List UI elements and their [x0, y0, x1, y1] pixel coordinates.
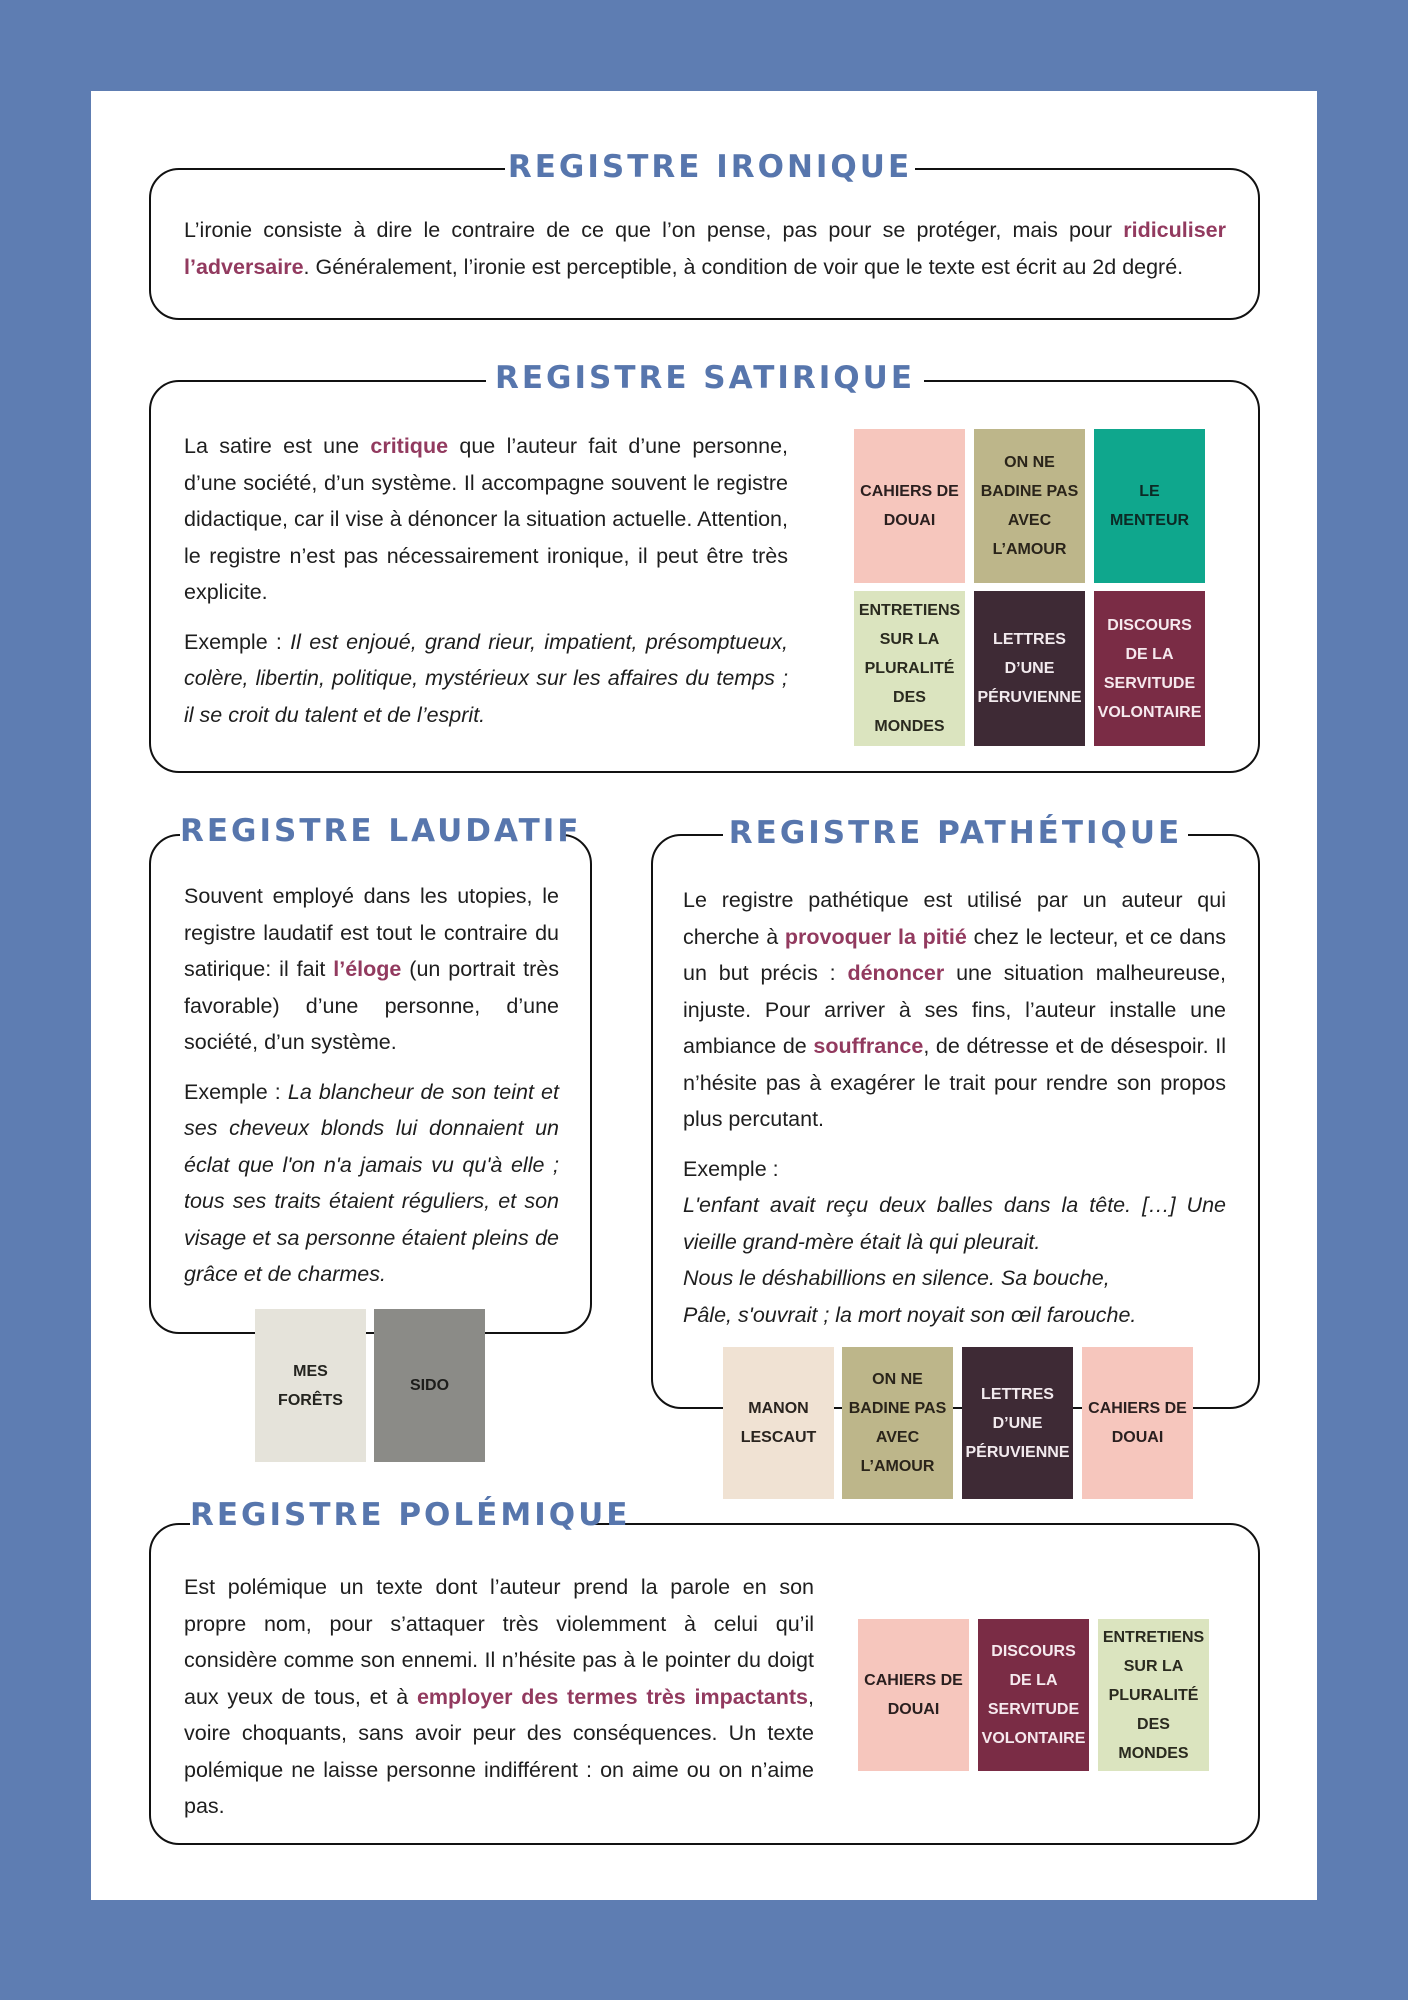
satirique-text-a: La satire est une — [184, 434, 371, 458]
book-tile: DISCOURS DE LA SERVITUDE VOLONTAIRE — [1094, 591, 1205, 746]
book-tile: MES FORÊTS — [255, 1309, 366, 1462]
pathetique-example-label: Exemple : — [683, 1156, 779, 1181]
book-tile: CAHIERS DE DOUAI — [858, 1619, 969, 1771]
polemique-text-b: , voire choquants, sans avoir peur des conséquences. Un texte polémique ne laisse personne indifférent : on aime ou on n’aime pas. — [184, 1684, 814, 1818]
pathetique-text-d: , de détresse et de désespoir. Il n’hésite pas à exagérer le trait pour rendre son propos plus percutant. — [683, 1034, 1226, 1131]
satirique-example-label: Exemple : — [184, 629, 291, 654]
section-title-laudatif: REGISTRE LAUDATIF — [180, 813, 582, 849]
ironique-text-a: L’ironie consiste à dire le contraire de ce que l’on pense, pas pour se protéger, mais pour — [184, 218, 1124, 242]
section-title-pathetique: REGISTRE PATHÉTIQUE — [723, 813, 1188, 853]
satirique-example-quote: Il est enjoué, grand rieur, impatient, présomptueux, colère, libertin, politique, mystérieux sur les affaires du temps ; il se croit du talent et de l’esprit. — [184, 629, 788, 727]
satirique-highlight: critique — [370, 434, 449, 458]
pathetique-text-b: chez le lecteur, et ce dans un but précis : — [683, 924, 1226, 985]
laudatif-text — [184, 878, 559, 1306]
ironique-text-b: . Généralement, l’ironie est perceptible, à condition de voir que le texte est écrit au 2d degré. — [303, 254, 1184, 279]
laudatif-text-a: Souvent employé dans les utopies, le registre laudatif est tout le contraire du satirique: il fait — [184, 884, 559, 981]
book-tile: ENTRETIENS SUR LA PLURALITÉ DES MONDES — [854, 591, 965, 746]
pathetique-text-a: Le registre pathétique est utilisé par un auteur qui cherche à — [683, 888, 1226, 949]
satirique-text — [184, 428, 788, 746]
polemique-highlight: employer des termes très impactants — [416, 1684, 809, 1709]
section-title-ironique: REGISTRE IRONIQUE — [505, 147, 915, 187]
ironique-highlight: ridiculiser l’adversaire — [184, 218, 1226, 279]
book-tile: DISCOURS DE LA SERVITUDE VOLONTAIRE — [978, 1619, 1089, 1771]
pathetique-highlight-pitie: provoquer la pitié — [784, 924, 967, 949]
pathetique-text-c: une situation malheureuse, injuste. Pour arriver à ses fins, l’auteur installe une ambiance de — [683, 961, 1226, 1058]
book-tile: CAHIERS DE DOUAI — [1082, 1347, 1193, 1499]
book-tile: LETTRES D’UNE PÉRUVIENNE — [974, 591, 1085, 746]
pathetique-text — [683, 882, 1226, 1333]
pathetique-example-line: Nous le déshabillions en silence. Sa bouche, — [683, 1266, 1110, 1290]
book-tile: ENTRETIENS SUR LA PLURALITÉ DES MONDES — [1098, 1619, 1209, 1771]
book-tile: ON NE BADINE PAS AVEC L’AMOUR — [842, 1347, 953, 1499]
laudatif-highlight: l’éloge — [333, 957, 402, 981]
section-title-polemique: REGISTRE POLÉMIQUE — [190, 1497, 631, 1533]
pathetique-example-line: L'enfant avait reçu deux balles dans la tête. […] Une vieille grand-mère était là qui pleurait. — [683, 1193, 1226, 1254]
book-tile: LE MENTEUR — [1094, 429, 1205, 583]
polemique-text — [184, 1569, 814, 1838]
laudatif-example-quote: La blancheur de son teint et ses cheveux blonds lui donnaient un éclat que l'on n'a jamais vu qu'à elle ; tous ses traits étaient réguliers, et son visage et sa personne étaient pleins de grâce et de charmes. — [184, 1079, 559, 1286]
book-tile: CAHIERS DE DOUAI — [854, 429, 965, 583]
laudatif-text-b: (un portrait très favorable) d’une personne, d’une société, d’un système. — [184, 957, 559, 1054]
book-tile: LETTRES D’UNE PÉRUVIENNE — [962, 1347, 1073, 1499]
pathetique-highlight-souffrance: souffrance — [813, 1034, 924, 1058]
pathetique-highlight-denoncer: dénoncer — [847, 961, 945, 985]
pathetique-example-line: Pâle, s'ouvrait ; la mort noyait son œil farouche. — [683, 1302, 1137, 1327]
section-title-satirique: REGISTRE SATIRIQUE — [486, 358, 924, 398]
polemique-text-a: Est polémique un texte dont l’auteur prend la parole en son propre nom, pour s’attaquer très violemment à celui qu’il considère comme son ennemi. Il n’hésite pas à le pointer du doigt aux yeux de tous, et à — [184, 1575, 814, 1709]
ironique-text — [184, 212, 1226, 298]
satirique-text-b: que l’auteur fait d’une personne, d’une société, d’un système. Il accompagne souvent le registre didactique, car il vise à dénoncer la situation actuelle. Attention, le registre n’est pas nécessairement ironique, il peut être très explicite. — [184, 434, 788, 604]
book-tile: ON NE BADINE PAS AVEC L’AMOUR — [974, 429, 1085, 583]
laudatif-example-label: Exemple : — [184, 1079, 288, 1104]
book-tile: MANON LESCAUT — [723, 1347, 834, 1499]
book-tile: SIDO — [374, 1309, 485, 1462]
